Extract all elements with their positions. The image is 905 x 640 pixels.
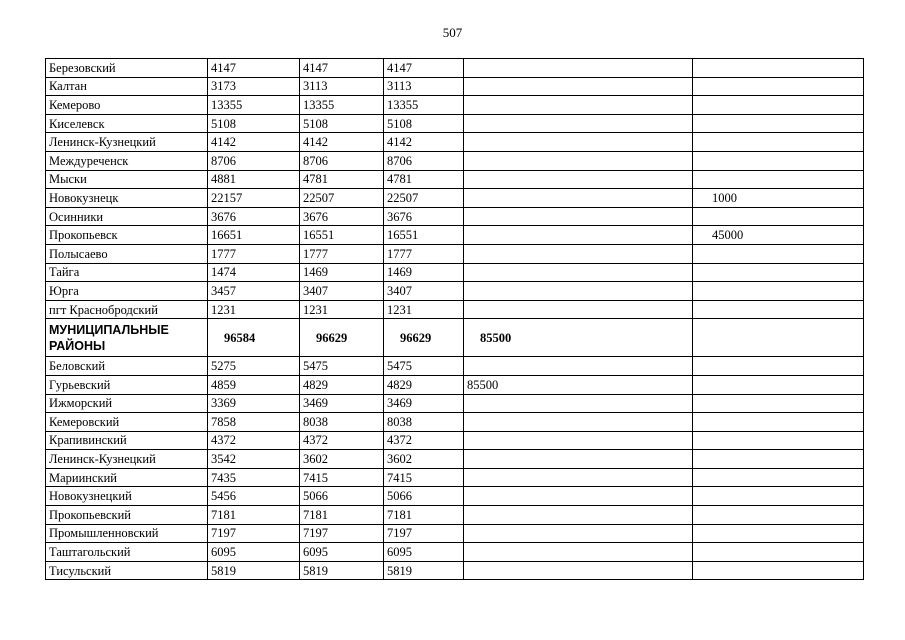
value-cell-4 [464, 450, 693, 469]
municipality-name-cell: Промышленновский [46, 524, 208, 543]
value-cell-5 [693, 487, 864, 506]
value-cell-3: 13355 [384, 96, 464, 115]
value-cell-1: 7435 [208, 468, 300, 487]
municipality-name-cell: Новокузнецк [46, 189, 208, 208]
value-cell-5 [693, 450, 864, 469]
value-cell-2: 4829 [300, 375, 384, 394]
value-cell-3: 6095 [384, 543, 464, 562]
table-row [46, 450, 864, 469]
table-row [46, 357, 864, 376]
value-cell-2: 1777 [300, 244, 384, 263]
value-cell-3: 4142 [384, 133, 464, 152]
table-row [46, 170, 864, 189]
table-row [46, 263, 864, 282]
value-cell-4 [464, 77, 693, 96]
table-row [46, 524, 864, 543]
table-row [46, 506, 864, 525]
value-cell-1: 8706 [208, 151, 300, 170]
value-cell-2: 3407 [300, 282, 384, 301]
value-cell-3: 5819 [384, 561, 464, 580]
value-cell-3: 7181 [384, 506, 464, 525]
value-cell-2: 22507 [300, 189, 384, 208]
value-cell-2: 16551 [300, 226, 384, 245]
value-cell-2: 8038 [300, 413, 384, 432]
value-cell-4: 85500 [464, 375, 693, 394]
value-cell-4 [464, 357, 693, 376]
value-cell-3: 4781 [384, 170, 464, 189]
municipality-name-cell: Калтан [46, 77, 208, 96]
value-cell-3: 5475 [384, 357, 464, 376]
value-cell-1: 5819 [208, 561, 300, 580]
value-cell-5 [693, 468, 864, 487]
value-cell-1: 3676 [208, 207, 300, 226]
value-cell-4 [464, 394, 693, 413]
municipality-name-cell: Ленинск-Кузнецкий [46, 133, 208, 152]
value-cell-1: 3369 [208, 394, 300, 413]
value-cell-4 [464, 151, 693, 170]
value-cell-3: 8706 [384, 151, 464, 170]
table-row [46, 133, 864, 152]
value-cell-4 [464, 189, 693, 208]
table-row [46, 375, 864, 394]
municipality-name-cell: Крапивинский [46, 431, 208, 450]
value-cell-2: 3113 [300, 77, 384, 96]
value-cell-2: 13355 [300, 96, 384, 115]
value-cell-1: 1474 [208, 263, 300, 282]
value-cell-5 [693, 244, 864, 263]
value-cell-3: 96629 [384, 319, 464, 357]
table-row [46, 226, 864, 245]
value-cell-2: 3602 [300, 450, 384, 469]
value-cell-4 [464, 300, 693, 319]
value-cell-5 [693, 151, 864, 170]
table-row [46, 77, 864, 96]
value-cell-4 [464, 431, 693, 450]
table-row [46, 431, 864, 450]
value-cell-2: 4781 [300, 170, 384, 189]
value-cell-3: 3602 [384, 450, 464, 469]
value-cell-4 [464, 170, 693, 189]
value-cell-3: 5108 [384, 114, 464, 133]
value-cell-1: 5456 [208, 487, 300, 506]
value-cell-4 [464, 59, 693, 78]
table-row [46, 207, 864, 226]
table-row [46, 561, 864, 580]
value-cell-5 [693, 431, 864, 450]
table-row [46, 59, 864, 78]
value-cell-3: 3407 [384, 282, 464, 301]
value-cell-5 [693, 506, 864, 525]
municipality-name-cell: Гурьевский [46, 375, 208, 394]
value-cell-5 [693, 207, 864, 226]
value-cell-4 [464, 543, 693, 562]
value-cell-5: 1000 [693, 189, 864, 208]
value-cell-1: 4372 [208, 431, 300, 450]
municipality-name-cell: Ижморский [46, 394, 208, 413]
municipality-name-cell: Тайга [46, 263, 208, 282]
value-cell-3: 3469 [384, 394, 464, 413]
value-cell-1: 3457 [208, 282, 300, 301]
value-cell-4 [464, 263, 693, 282]
municipality-name-cell: Ленинск-Кузнецкий [46, 450, 208, 469]
value-cell-5: 45000 [693, 226, 864, 245]
value-cell-1: 4142 [208, 133, 300, 152]
table-row [46, 300, 864, 319]
value-cell-2: 8706 [300, 151, 384, 170]
table-row [46, 96, 864, 115]
value-cell-3: 4147 [384, 59, 464, 78]
value-cell-5 [693, 59, 864, 78]
table-row [46, 413, 864, 432]
municipality-name-cell: пгт Краснобродский [46, 300, 208, 319]
value-cell-5 [693, 114, 864, 133]
value-cell-3: 3676 [384, 207, 464, 226]
value-cell-5 [693, 394, 864, 413]
value-cell-1: 1231 [208, 300, 300, 319]
municipality-name-cell: Тисульский [46, 561, 208, 580]
municipality-name-cell: Березовский [46, 59, 208, 78]
table-row [46, 487, 864, 506]
value-cell-3: 16551 [384, 226, 464, 245]
value-cell-1: 5108 [208, 114, 300, 133]
value-cell-1: 16651 [208, 226, 300, 245]
value-cell-4 [464, 207, 693, 226]
value-cell-1: 6095 [208, 543, 300, 562]
value-cell-3: 8038 [384, 413, 464, 432]
value-cell-4 [464, 114, 693, 133]
value-cell-2: 4147 [300, 59, 384, 78]
value-cell-2: 6095 [300, 543, 384, 562]
municipality-name-cell: Осинники [46, 207, 208, 226]
value-cell-3: 1469 [384, 263, 464, 282]
value-cell-4 [464, 468, 693, 487]
value-cell-1: 22157 [208, 189, 300, 208]
value-cell-1: 4881 [208, 170, 300, 189]
municipality-name-cell: Прокопьевск [46, 226, 208, 245]
value-cell-4: 85500 [464, 319, 693, 357]
value-cell-2: 7181 [300, 506, 384, 525]
table-body [46, 59, 864, 580]
municipality-name-cell: Прокопьевский [46, 506, 208, 525]
municipality-name-cell: Междуреченск [46, 151, 208, 170]
table-row [46, 189, 864, 208]
value-cell-2: 1231 [300, 300, 384, 319]
value-cell-5 [693, 263, 864, 282]
value-cell-5 [693, 319, 864, 357]
value-cell-5 [693, 96, 864, 115]
value-cell-4 [464, 133, 693, 152]
value-cell-5 [693, 300, 864, 319]
value-cell-5 [693, 543, 864, 562]
value-cell-3: 4372 [384, 431, 464, 450]
municipality-name-cell: Мариинский [46, 468, 208, 487]
value-cell-1: 3173 [208, 77, 300, 96]
value-cell-3: 1777 [384, 244, 464, 263]
value-cell-5 [693, 77, 864, 96]
value-cell-3: 5066 [384, 487, 464, 506]
value-cell-4 [464, 561, 693, 580]
municipality-name-cell: Кемеровский [46, 413, 208, 432]
municipality-name-cell: Юрга [46, 282, 208, 301]
value-cell-2: 5475 [300, 357, 384, 376]
page-number: 507 [442, 25, 463, 40]
section-row [46, 319, 864, 357]
value-cell-2: 3469 [300, 394, 384, 413]
value-cell-5 [693, 413, 864, 432]
value-cell-4 [464, 413, 693, 432]
table-row [46, 114, 864, 133]
value-cell-3: 22507 [384, 189, 464, 208]
table-row [46, 244, 864, 263]
value-cell-5 [693, 282, 864, 301]
table-row [46, 282, 864, 301]
value-cell-1: 3542 [208, 450, 300, 469]
municipality-name-cell: Полысаево [46, 244, 208, 263]
municipality-name-cell: Беловский [46, 357, 208, 376]
value-cell-2: 96629 [300, 319, 384, 357]
value-cell-2: 3676 [300, 207, 384, 226]
value-cell-3: 7197 [384, 524, 464, 543]
value-cell-3: 3113 [384, 77, 464, 96]
municipality-name-cell: Кемерово [46, 96, 208, 115]
value-cell-2: 7197 [300, 524, 384, 543]
municipality-name-cell: Мыски [46, 170, 208, 189]
value-cell-3: 7415 [384, 468, 464, 487]
value-cell-1: 96584 [208, 319, 300, 357]
value-cell-5 [693, 524, 864, 543]
value-cell-4 [464, 244, 693, 263]
value-cell-5 [693, 133, 864, 152]
value-cell-1: 7197 [208, 524, 300, 543]
value-cell-1: 13355 [208, 96, 300, 115]
value-cell-1: 5275 [208, 357, 300, 376]
budget-table [45, 58, 864, 580]
value-cell-2: 5108 [300, 114, 384, 133]
value-cell-2: 1469 [300, 263, 384, 282]
value-cell-3: 4829 [384, 375, 464, 394]
value-cell-2: 5819 [300, 561, 384, 580]
table-row [46, 151, 864, 170]
value-cell-4 [464, 226, 693, 245]
value-cell-4 [464, 487, 693, 506]
value-cell-5 [693, 375, 864, 394]
value-cell-4 [464, 96, 693, 115]
municipality-name-cell: Новокузнецкий [46, 487, 208, 506]
municipality-name-cell: Киселевск [46, 114, 208, 133]
municipality-name-cell: Таштагольский [46, 543, 208, 562]
value-cell-3: 1231 [384, 300, 464, 319]
value-cell-4 [464, 282, 693, 301]
value-cell-4 [464, 524, 693, 543]
value-cell-5 [693, 357, 864, 376]
value-cell-5 [693, 561, 864, 580]
value-cell-2: 4142 [300, 133, 384, 152]
value-cell-4 [464, 506, 693, 525]
table-row [46, 468, 864, 487]
value-cell-2: 7415 [300, 468, 384, 487]
value-cell-1: 4147 [208, 59, 300, 78]
value-cell-1: 7858 [208, 413, 300, 432]
value-cell-2: 5066 [300, 487, 384, 506]
value-cell-1: 4859 [208, 375, 300, 394]
table-row [46, 543, 864, 562]
municipality-name-cell: МУНИЦИПАЛЬНЫЕ РАЙОНЫ [46, 319, 208, 357]
table-row [46, 394, 864, 413]
value-cell-5 [693, 170, 864, 189]
value-cell-1: 1777 [208, 244, 300, 263]
value-cell-2: 4372 [300, 431, 384, 450]
value-cell-1: 7181 [208, 506, 300, 525]
